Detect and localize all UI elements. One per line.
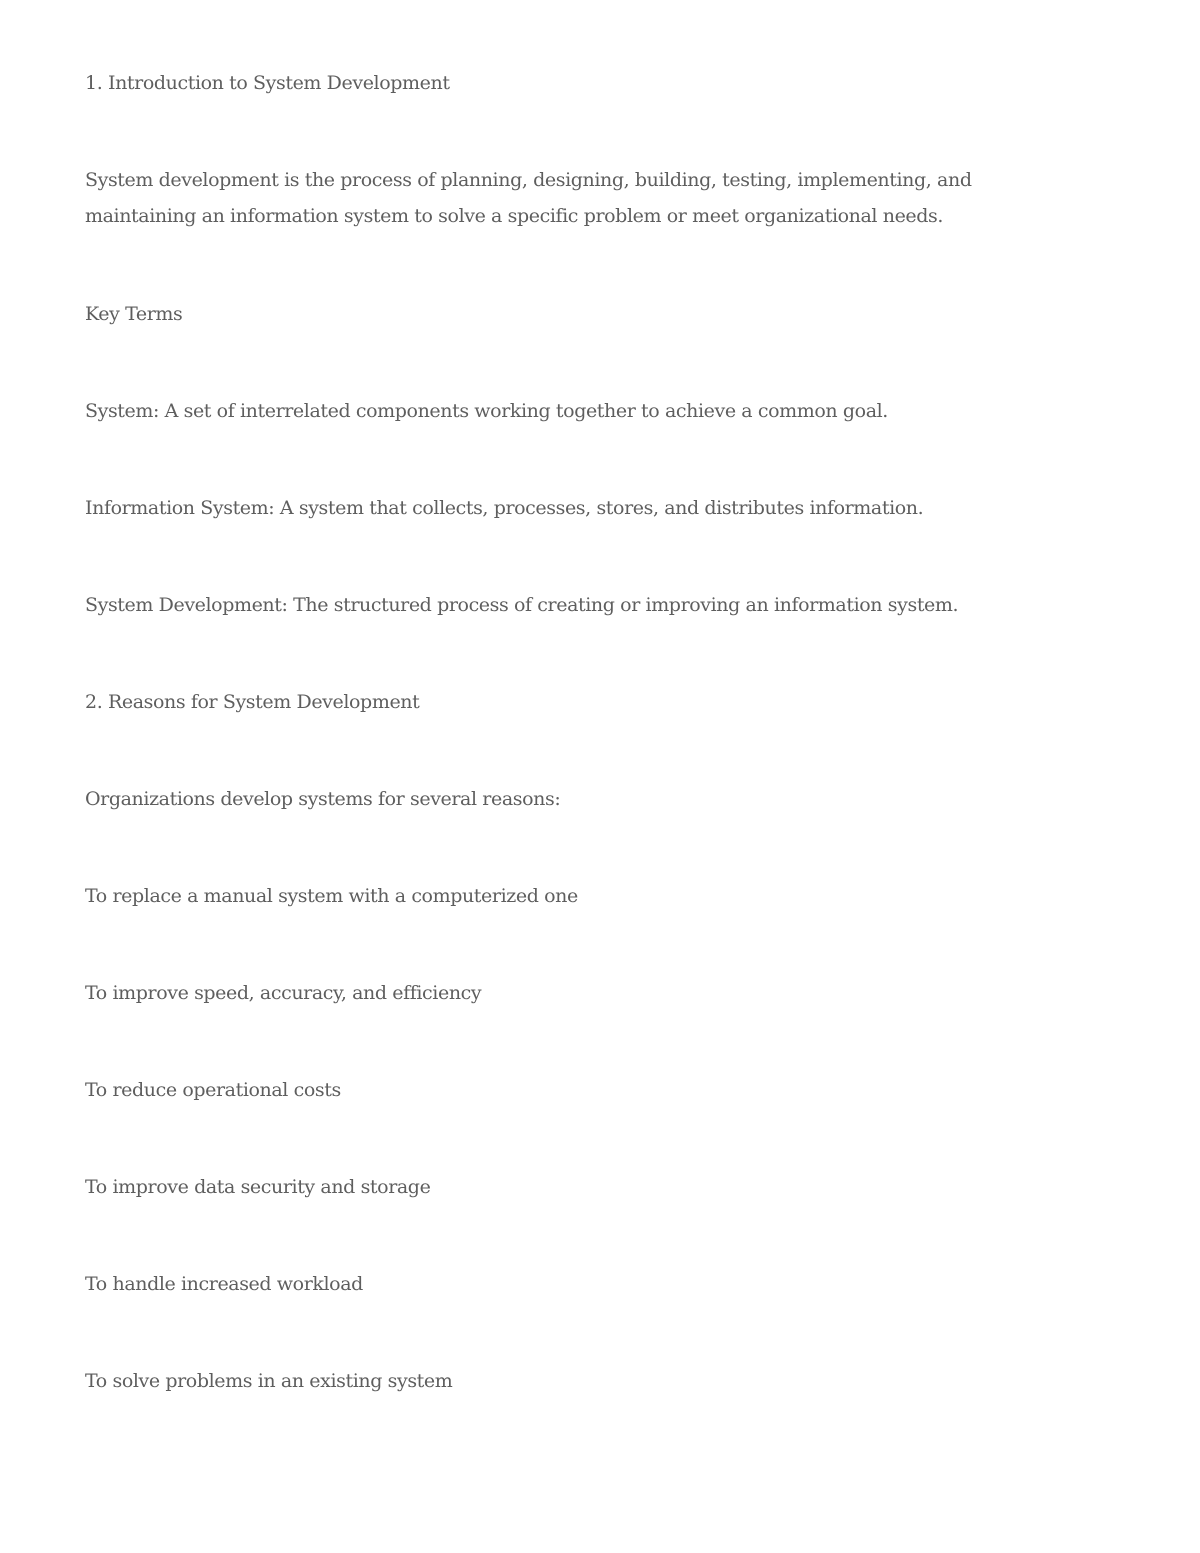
term-system-development: System Development: The structured process of creating or improving an information system. [85, 594, 959, 616]
term-information-system: Information System: A system that collects, processes, stores, and distributes information. [85, 497, 924, 519]
reason-item: To replace a manual system with a computerized one [85, 885, 578, 907]
reason-item: To handle increased workload [85, 1273, 363, 1295]
term-system: System: A set of interrelated components working together to achieve a common goal. [85, 400, 888, 422]
reason-item: To improve speed, accuracy, and efficiency [85, 982, 482, 1004]
section-heading-introduction: 1. Introduction to System Development [85, 72, 450, 94]
reason-item: To improve data security and storage [85, 1176, 431, 1198]
reason-item: To solve problems in an existing system [85, 1370, 453, 1392]
reason-item: To reduce operational costs [85, 1079, 341, 1101]
section-heading-reasons: 2. Reasons for System Development [85, 691, 420, 713]
intro-paragraph: System development is the process of planning, designing, building, testing, implementing, and maintaining an information system to solve a specific problem or meet organizational needs. [85, 169, 972, 227]
key-terms-heading: Key Terms [85, 303, 183, 325]
reasons-intro: Organizations develop systems for several reasons: [85, 788, 561, 810]
